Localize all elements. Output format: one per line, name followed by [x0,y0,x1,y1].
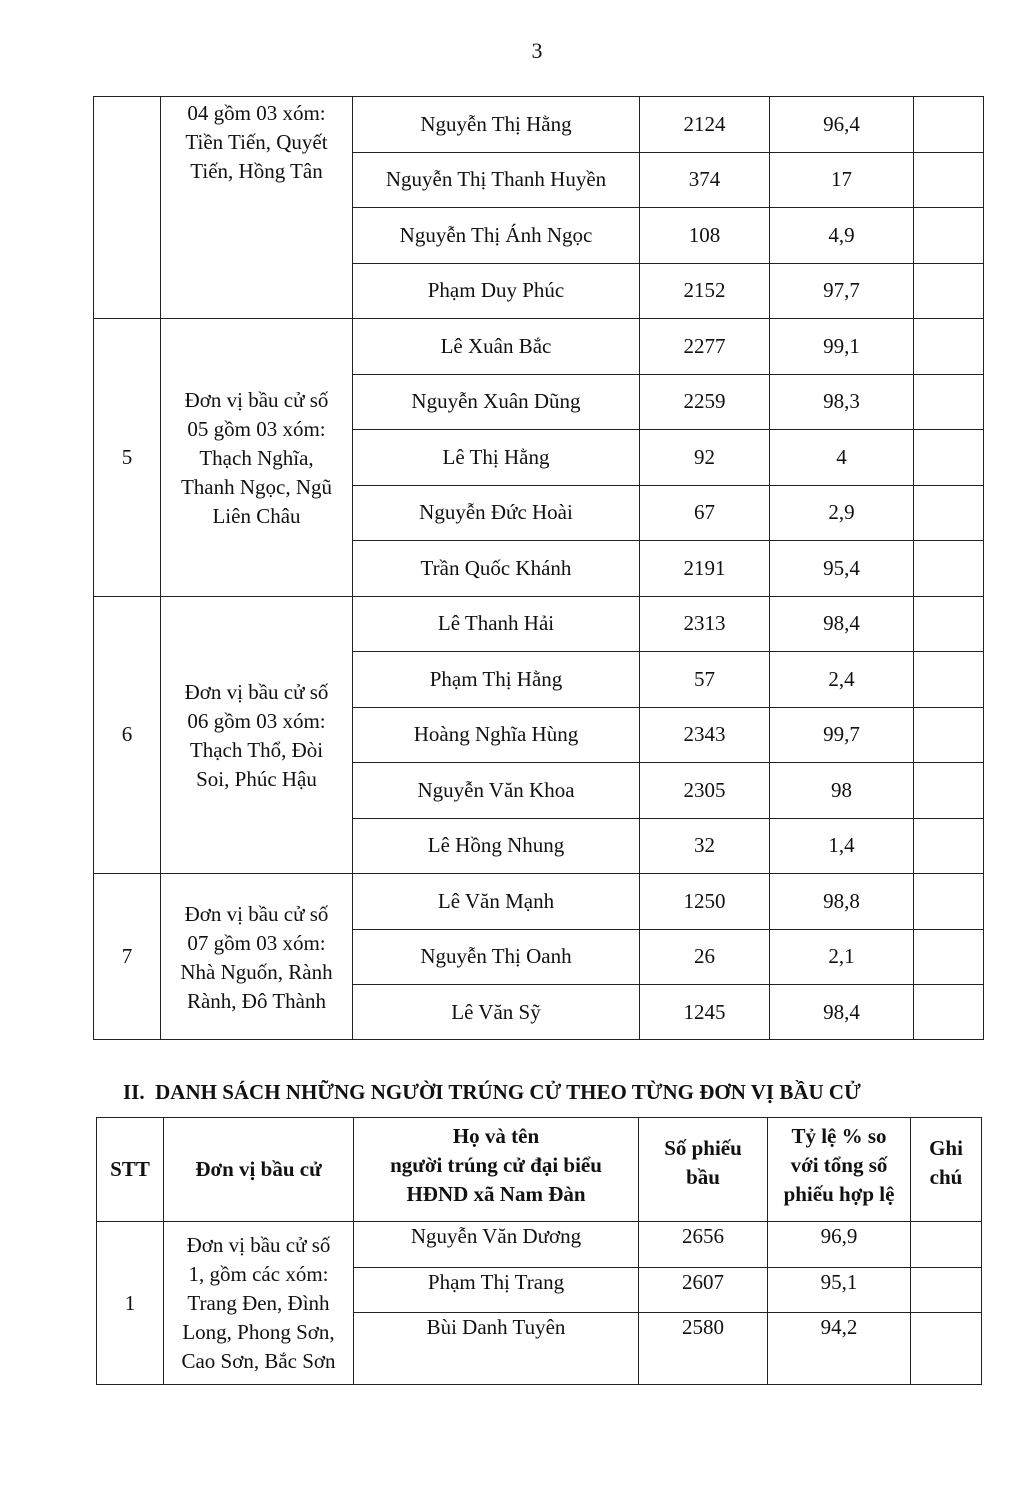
vote-percent: 2,4 [770,652,914,708]
note-cell [914,985,984,1040]
unit-line: 07 gồm 03 xóm: [187,930,326,955]
vote-count: 2124 [640,97,770,153]
unit-cell [161,319,353,597]
header-votes [639,1118,768,1222]
vote-count: 2580 [639,1313,768,1385]
note-cell [911,1313,982,1385]
unit-cell [161,596,353,874]
unit-cell [164,1222,354,1385]
page-number: 3 [531,38,543,63]
vote-count: 67 [640,485,770,541]
vote-count: 2277 [640,319,770,375]
candidate-name: Nguyễn Văn Dương [354,1222,639,1268]
vote-percent: 2,1 [770,929,914,985]
note-cell [914,929,984,985]
vote-count: 2259 [640,374,770,430]
unit-line: Thạch Nghĩa, [199,445,314,470]
unit-line: 04 gồm 03 xóm: [187,101,326,125]
header-name-line: Họ và tên [452,1124,540,1148]
unit-cell [161,874,353,1040]
vote-percent: 96,4 [770,97,914,153]
vote-percent: 94,2 [768,1313,911,1385]
header-percent-line: với tổng số [790,1153,888,1177]
unit-line: Đơn vị bầu cử số [186,1232,331,1257]
table-header-row [97,1118,982,1222]
candidate-name: Hoàng Nghĩa Hùng [353,707,640,763]
candidate-name: Phạm Thị Hằng [353,652,640,708]
note-cell [914,152,984,208]
vote-count: 1245 [640,985,770,1040]
note-cell [914,652,984,708]
note-cell [914,874,984,930]
vote-percent: 97,7 [770,263,914,319]
vote-percent: 95,1 [768,1268,911,1313]
stt-cell: 5 [94,319,161,597]
unit-line: 06 gồm 03 xóm: [187,708,326,733]
unit-line: Soi, Phúc Hậu [196,766,317,791]
vote-percent: 95,4 [770,541,914,597]
note-cell [914,319,984,375]
vote-count: 2343 [640,707,770,763]
vote-count: 374 [640,152,770,208]
vote-percent: 4,9 [770,208,914,264]
unit-line: Đơn vị bầu cử số [184,901,329,926]
table-row [94,874,984,930]
vote-count: 108 [640,208,770,264]
vote-count: 2305 [640,763,770,819]
candidate-name: Nguyễn Văn Khoa [353,763,640,819]
vote-percent: 99,1 [770,319,914,375]
unit-line: Tiền Tiến, Quyết [185,130,328,154]
note-cell [914,541,984,597]
unit-line: Nhà Nguốn, Rành [180,959,333,984]
vote-percent: 98,3 [770,374,914,430]
vote-count: 32 [640,818,770,874]
vote-percent: 2,9 [770,485,914,541]
candidate-name: Trần Quốc Khánh [353,541,640,597]
vote-percent: 98 [770,763,914,819]
candidate-name: Phạm Thị Trang [354,1268,639,1313]
candidate-name: Lê Văn Mạnh [353,874,640,930]
note-cell [914,374,984,430]
header-percent-line: phiếu hợp lệ [783,1182,895,1206]
note-cell [914,707,984,763]
header-note-line: chú [929,1165,963,1189]
unit-line: Đơn vị bầu cử số [184,387,329,412]
note-cell [914,818,984,874]
note-cell [914,596,984,652]
vote-percent: 17 [770,152,914,208]
candidate-name: Nguyễn Thị Oanh [353,929,640,985]
note-cell [911,1222,982,1268]
note-cell [911,1268,982,1313]
vote-count: 2607 [639,1268,768,1313]
unit-line: Long, Phong Sơn, [182,1319,335,1344]
candidate-name: Phạm Duy Phúc [353,263,640,319]
vote-count: 26 [640,929,770,985]
unit-line: Trang Đen, Đình [187,1290,330,1315]
unit-line: Liên Châu [212,503,301,528]
vote-count: 2191 [640,541,770,597]
header-name [354,1118,639,1222]
vote-count: 2152 [640,263,770,319]
vote-count: 1250 [640,874,770,930]
candidate-name: Lê Văn Sỹ [353,985,640,1040]
vote-percent: 1,4 [770,818,914,874]
section-heading [123,1080,861,1105]
vote-percent: 98,4 [770,985,914,1040]
section-number: II. [123,1080,145,1104]
candidate-name: Nguyễn Thị Hằng [353,97,640,153]
note-cell [914,430,984,486]
header-unit: Đơn vị bầu cử [164,1118,354,1222]
candidate-name: Nguyễn Thị Thanh Huyền [353,152,640,208]
header-note-line: Ghi [929,1136,963,1160]
header-name-line: người trúng cử đại biểu [390,1153,602,1177]
elected-delegates-table [96,1117,982,1385]
vote-percent: 96,9 [768,1222,911,1268]
header-note [911,1118,982,1222]
note-cell [914,208,984,264]
header-votes-line: Số phiếu [664,1136,742,1160]
header-percent-line: Tỷ lệ % so [791,1124,887,1148]
table-row [94,319,984,375]
election-results-table-continued [93,96,984,1040]
section-title: DANH SÁCH NHỮNG NGƯỜI TRÚNG CỬ THEO TỪNG ĐƠN VỊ BẦU CỬ [155,1080,861,1104]
vote-count: 57 [640,652,770,708]
table-row [94,97,984,153]
vote-percent: 99,7 [770,707,914,763]
vote-count: 2656 [639,1222,768,1268]
candidate-name: Bùi Danh Tuyên [354,1313,639,1385]
note-cell [914,97,984,153]
stt-cell: 6 [94,596,161,874]
note-cell [914,485,984,541]
candidate-name: Lê Thị Hằng [353,430,640,486]
vote-count: 2313 [640,596,770,652]
stt-cell: 7 [94,874,161,1040]
candidate-name: Lê Thanh Hải [353,596,640,652]
vote-percent: 98,4 [770,596,914,652]
candidate-name: Nguyễn Xuân Dũng [353,374,640,430]
candidate-name: Nguyễn Đức Hoài [353,485,640,541]
unit-line: 05 gồm 03 xóm: [187,416,326,441]
stt-cell: 1 [97,1222,164,1385]
vote-count: 92 [640,430,770,486]
candidate-name: Lê Hồng Nhung [353,818,640,874]
unit-line: Tiến, Hồng Tân [190,159,323,183]
unit-cell [161,97,353,319]
candidate-name: Nguyễn Thị Ánh Ngọc [353,208,640,264]
vote-percent: 4 [770,430,914,486]
unit-line: Đơn vị bầu cử số [184,679,329,704]
note-cell [914,763,984,819]
candidate-name: Lê Xuân Bắc [353,319,640,375]
unit-line: Thanh Ngọc, Ngũ [180,474,333,499]
header-votes-line: bầu [686,1165,720,1189]
table-row [94,596,984,652]
header-percent [768,1118,911,1222]
note-cell [914,263,984,319]
unit-line: Rành, Đô Thành [186,988,326,1013]
unit-line: Thạch Thổ, Đòi [189,737,324,762]
header-stt: STT [97,1118,164,1222]
stt-cell [94,97,161,319]
unit-line: 1, gồm các xóm: [188,1261,329,1286]
header-name-line: HĐND xã Nam Đàn [406,1182,586,1206]
vote-percent: 98,8 [770,874,914,930]
table-row [97,1222,982,1268]
unit-line: Cao Sơn, Bắc Sơn [181,1348,336,1373]
